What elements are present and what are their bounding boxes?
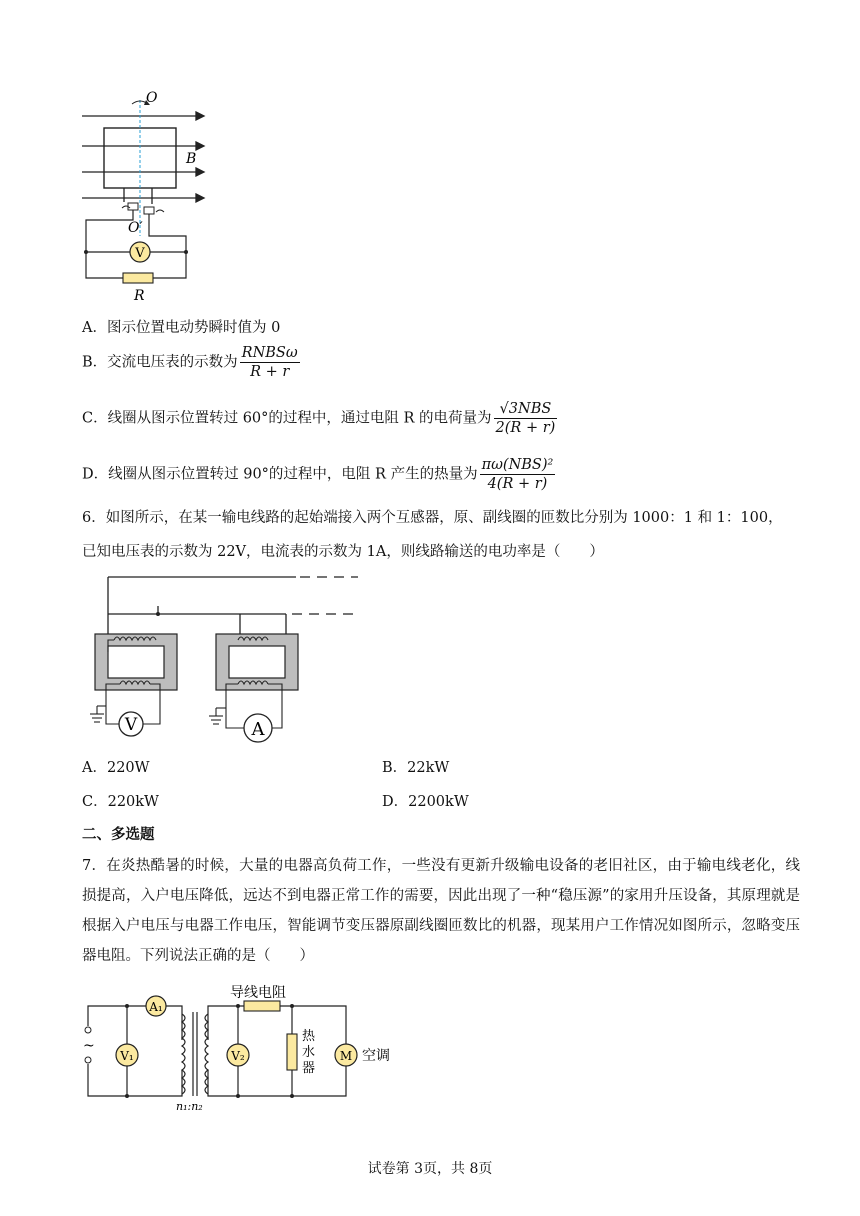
axis-label-o-prime: O′ xyxy=(128,220,143,236)
q6-option-c: C．220kW xyxy=(82,794,159,810)
stabilizer-circuit-diagram xyxy=(80,984,400,1114)
q6-option-b: B．22kW xyxy=(382,760,450,776)
heater-label-3: 器 xyxy=(302,1061,316,1076)
q5-option-b: B．交流电压表的示数为 $\frac{\text{RNBSω}}{R + r}$ xyxy=(82,345,298,380)
q5-option-c: C．线圈从图示位置转过 60°的过程中，通过电阻 R 的电荷量为 $\frac{\text{√3NBS}}{2(R + r)}$ xyxy=(82,401,556,436)
ac-source-symbol: ~ xyxy=(83,1038,95,1054)
q5-option-a: A．图示位置电动势瞬时值为 0 xyxy=(82,320,281,336)
generator-diagram xyxy=(78,86,208,306)
q6-option-d: D．2200kW xyxy=(382,794,469,810)
transformer-diagram xyxy=(86,568,366,746)
voltmeter-v1-label: V₁ xyxy=(120,1049,134,1063)
axis-label-o: O xyxy=(146,90,158,106)
resistor-label: R xyxy=(134,288,145,304)
ammeter-label: A xyxy=(251,719,265,740)
q6-option-a: A．220W xyxy=(82,760,150,776)
page-footer: 试卷第 3页，共 8页 xyxy=(367,1161,493,1177)
heater-label-1: 热 xyxy=(302,1029,316,1044)
field-label-b: B xyxy=(186,151,197,167)
wire-resistance-label: 导线电阻 xyxy=(230,985,286,1001)
q6-stem-line1: 6．如图所示，在某一输电线路的起始端接入两个互感器，原、副线圈的匝数比分别为 1000：1 和 1：100， xyxy=(82,510,783,526)
section-heading: 二、多选题 xyxy=(82,826,155,843)
voltmeter-label: V xyxy=(135,246,145,261)
q6-stem-line2: 已知电压表的示数为 22V，电流表的示数为 1A，则线路输送的电功率是（ ） xyxy=(82,544,604,560)
air-conditioner-label: 空调 xyxy=(362,1048,390,1064)
heater-label-2: 水 xyxy=(302,1045,316,1060)
turns-ratio-label: n₁:n₂ xyxy=(176,1100,203,1113)
q7-stem: 7．在炎热酷暑的时候，大量的电器高负荷工作，一些没有更新升级输电设备的老旧社区，由于输电线老化，线损提高，入户电压降低，远达不到电器正常工作的需要，因此出现了一种“稳压源”的家用升压设备，其原理就是根据入户电压与电器工作电压，智能调节变压器原副线圈匝数比的机器，现某用户工作情况如图所示，忽略变压器电阻。下列说法正确的是（ ） xyxy=(82,858,800,964)
voltmeter-label: V xyxy=(124,715,138,735)
ammeter-a1-label: A₁ xyxy=(149,1000,163,1014)
motor-label: M xyxy=(339,1049,353,1063)
q5-option-d: D．线圈从图示位置转过 90°的过程中，电阻 R 产生的热量为 $\frac{\text{πω(NBS)²}}{4(R + r)}$ xyxy=(82,457,554,492)
voltmeter-v2-label: V₂ xyxy=(231,1049,245,1063)
